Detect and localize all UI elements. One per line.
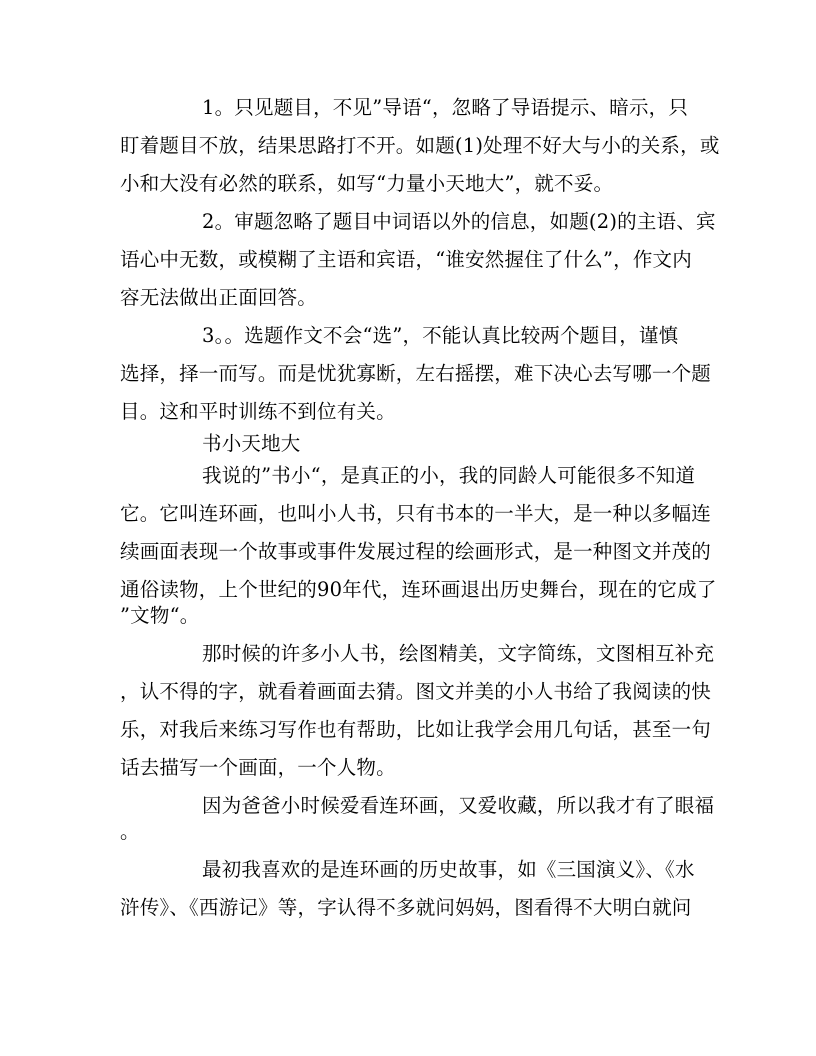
paragraph-3-line-1: 3。。选题作文不会“选”，不能认真比较两个题目，谨慎 bbox=[202, 324, 679, 347]
paragraph-4-line-2: 它。它叫连环画，也叫小人书，只有书本的一半大，是一种以多幅连 bbox=[120, 502, 712, 525]
paragraph-7-line-1: 最初我喜欢的是连环画的历史故事，如《三国演义》、《水 bbox=[202, 858, 695, 881]
paragraph-2-line-3: 容无法做出正面回答。 bbox=[120, 286, 318, 309]
paragraph-2-line-1: 2。审题忽略了题目中词语以外的信息，如题(2)的主语、宾 bbox=[202, 210, 716, 233]
paragraph-5-line-4: 话去描写一个画面，一个人物。 bbox=[120, 756, 396, 779]
paragraph-4-line-5: ”文物“。 bbox=[120, 604, 200, 627]
paragraph-5-line-1: 那时候的许多小人书，绘图精美，文字简练，文图相互补充 bbox=[202, 642, 715, 665]
paragraph-1-line-2: 盯着题目不放，结果思路打不开。如题(1)处理不好大与小的关系，或 bbox=[120, 134, 720, 157]
paragraph-5-line-3: 乐，对我后来练习写作也有帮助，比如让我学会用几句话，甚至一句 bbox=[120, 718, 712, 741]
paragraph-4-line-4: 通俗读物，上个世纪的90年代，连环画退出历史舞台，现在的它成了 bbox=[120, 578, 717, 601]
paragraph-3-line-3: 目。这和平时训练不到位有关。 bbox=[120, 400, 396, 423]
paragraph-2-line-2: 语心中无数，或模糊了主语和宾语，“谁安然握住了什么”，作文内 bbox=[120, 248, 692, 271]
paragraph-4-line-1: 我说的”书小“，是真正的小，我的同龄人可能很多不知道 bbox=[202, 464, 696, 487]
paragraph-6-line-1: 因为爸爸小时候爱看连环画，又爱收藏，所以我才有了眼福 bbox=[202, 794, 715, 817]
paragraph-1-line-1: 1。只见题目，不见”导语“，忽略了导语提示、暗示，只 bbox=[202, 96, 689, 119]
essay-title: 书小天地大 bbox=[202, 432, 301, 455]
paragraph-7-line-2: 浒传》、《西游记》等，字认得不多就问妈妈，图看得不大明白就问 bbox=[120, 896, 692, 919]
paragraph-5-line-2: ，认不得的字，就看着画面去猜。图文并美的小人书给了我阅读的快 bbox=[120, 680, 712, 703]
paragraph-1-line-3: 小和大没有必然的联系，如写“力量小天地大”，就不妥。 bbox=[120, 172, 614, 195]
paragraph-4-line-3: 续画面表现一个故事或事件发展过程的绘画形式，是一种图文并茂的 bbox=[120, 540, 712, 563]
paragraph-6-line-2: 。 bbox=[120, 820, 140, 843]
paragraph-3-line-2: 选择，择一而写。而是忧犹寡断，左右摇摆，难下决心去写哪一个题 bbox=[120, 362, 712, 385]
